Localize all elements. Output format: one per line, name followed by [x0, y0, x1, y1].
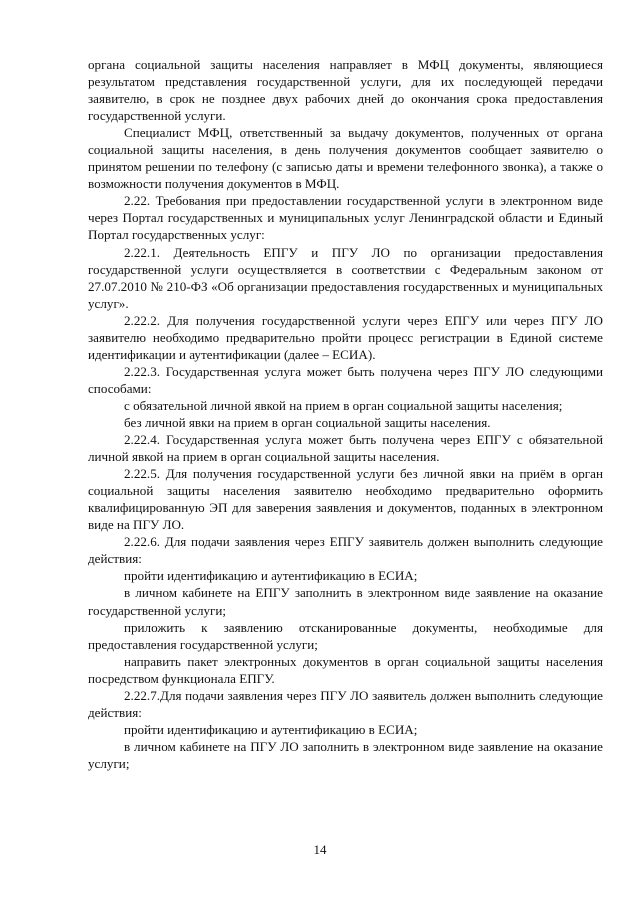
list-item-without-visit: без личной явки на прием в орган социальной защиты населения. [124, 414, 491, 430]
paragraph-2-22-2: 2.22.2. Для получения государственной услуги через ЕПГУ или через ПГУ ЛО заявителю необходимо предварительно пройти процесс регистрации в Единой системе идентификации и аутентификации (далее – ЕСИА). [88, 312, 603, 362]
paragraph-2-22: 2.22. Требования при предоставлении государственной услуги в электронном виде через Портал государственных и муниципальных услуг Ленинградской области и Единый Портал государственных услуг: [88, 193, 603, 243]
paragraph-2-22-3: 2.22.3. Государственная услуга может быть получена через ПГУ ЛО следующими способами: [88, 363, 603, 396]
list-item-attach-docs: приложить к заявлению отсканированные документы, необходимые для предоставления государственной услуги; [88, 619, 603, 652]
page-number: 14 [313, 842, 327, 857]
list-item-esia-epgu: пройти идентификацию и аутентификацию в ЕСИА; [124, 568, 418, 584]
list-item-send-package: направить пакет электронных документов в орган социальной защиты населения посредством функционала ЕПГУ. [88, 653, 603, 686]
list-item-with-visit: с обязательной личной явкой на прием в орган социальной защиты населения; [124, 397, 563, 413]
paragraph-2-22-7: 2.22.7.Для подачи заявления через ПГУ ЛО заявитель должен выполнить следующие действия: [88, 687, 603, 720]
paragraph-2-22-5: 2.22.5. Для получения государственной услуги без личной явки на приём в орган социальной защиты населения заявителю необходимо предварительно оформить квалифицированную ЭП для заверения заявления и документов, поданных в электронном виде на ПГУ ЛО. [88, 466, 603, 533]
paragraph-continuation: органа социальной защиты населения направляет в МФЦ документы, являющиеся результатом представления государственной услуги, для их последующей передачи заявителю, в срок не позднее двух рабочих дней до окончания срока предоставления государственной услуги. [88, 57, 603, 124]
list-item-fill-form-epgu: в личном кабинете на ЕПГУ заполнить в электронном виде заявление на оказание государственной услуги; [88, 585, 603, 618]
document-body [88, 56, 603, 772]
list-item-esia-pgu: пройти идентификацию и аутентификацию в ЕСИА; [124, 721, 418, 737]
paragraph-mfc-specialist: Специалист МФЦ, ответственный за выдачу документов, полученных от органа социальной защиты населения, в день получения документов сообщает заявителю о принятом решении по телефону (с записью даты и времени телефонного звонка), а также о возможности получения документов в МФЦ. [88, 125, 603, 192]
paragraph-2-22-4: 2.22.4. Государственная услуга может быть получена через ЕПГУ с обязательной личной явкой на прием в орган социальной защиты населения. [88, 432, 603, 465]
paragraph-2-22-6: 2.22.6. Для подачи заявления через ЕПГУ заявитель должен выполнить следующие действия: [88, 534, 603, 567]
list-item-fill-form-pgu: в личном кабинете на ПГУ ЛО заполнить в электронном виде заявление на оказание услуги; [88, 738, 603, 771]
paragraph-2-22-1: 2.22.1. Деятельность ЕПГУ и ПГУ ЛО по организации предоставления государственной услуги осуществляется в соответствии с Федеральным законом от 27.07.2010 № 210-ФЗ «Об организации предоставления государственных и муниципальных услуг». [88, 244, 603, 311]
